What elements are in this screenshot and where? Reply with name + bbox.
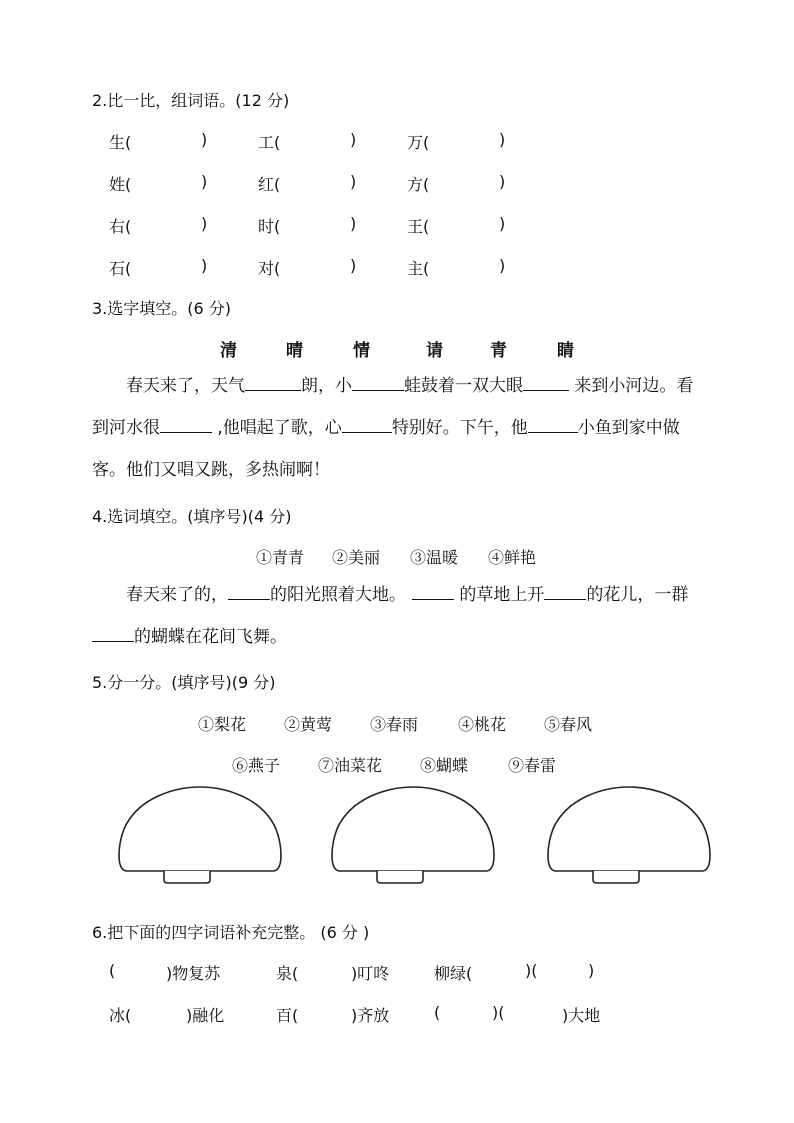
q2-char: 主 (407, 259, 424, 278)
open-paren: ( (274, 259, 281, 278)
q4-options (0, 545, 794, 569)
q2-row (0, 214, 600, 240)
q6-row-1: ( )物复苏 泉( )叮咚 柳绿( )( ) (109, 961, 595, 983)
q2-word-cell[interactable] (109, 214, 219, 237)
q3-char: 情 (353, 341, 370, 361)
mushroom-basket-2[interactable] (329, 785, 497, 887)
open-paren: ( (274, 133, 281, 152)
fill-blank[interactable] (92, 623, 134, 642)
fill-blank[interactable] (228, 581, 270, 600)
q2-char: 对 (258, 259, 275, 278)
q2-word-cell[interactable] (258, 256, 368, 279)
open-paren: ( (423, 259, 430, 278)
fill-blank[interactable] (523, 372, 569, 391)
q3-char: 请 (426, 341, 443, 361)
q2-word-cell[interactable] (407, 256, 517, 279)
q2-char: 姓 (109, 175, 126, 194)
open-paren: ( (423, 175, 430, 194)
q3-title: 3.选字填空。(6 分) (92, 299, 232, 318)
fill-blank[interactable] (160, 414, 212, 433)
close-paren: ) (201, 256, 208, 275)
q2-word-cell[interactable] (407, 130, 517, 153)
q3-char: 青 (490, 341, 507, 361)
close-paren: ) (201, 130, 208, 149)
fill-blank[interactable] (528, 414, 578, 433)
fill-blank[interactable] (412, 581, 454, 600)
q3-char: 睛 (557, 341, 574, 361)
close-paren: ) (499, 214, 506, 233)
close-paren: ) (350, 256, 357, 275)
q2-char: 工 (258, 133, 275, 152)
q5-option: ⑦油菜花 (318, 756, 383, 775)
q2-word-cell[interactable] (258, 130, 368, 153)
q6-title: 6.把下面的四字词语补充完整。 (6 分 ) (92, 923, 370, 942)
close-paren: ) (350, 130, 357, 149)
close-paren: ) (350, 172, 357, 191)
q5-option: ③春雨 (370, 715, 419, 734)
q3-char: 清 (220, 341, 237, 361)
q5-option: ⑤春风 (544, 715, 593, 734)
q3-char-choices (0, 336, 794, 360)
q2-char: 王 (407, 217, 424, 236)
mushroom-basket-3[interactable] (545, 785, 713, 887)
q4-title: 4.选词填空。(填序号)(4 分) (92, 507, 292, 526)
open-paren: ( (423, 217, 430, 236)
close-paren: ) (499, 172, 506, 191)
open-paren: ( (274, 175, 281, 194)
open-paren: ( (274, 217, 281, 236)
q4-option: ①青青 (256, 548, 305, 567)
q5-option: ①梨花 (198, 715, 247, 734)
q3-char: 晴 (286, 341, 303, 361)
open-paren: ( (125, 133, 132, 152)
q2-char: 石 (109, 259, 126, 278)
q2-word-cell[interactable] (407, 172, 517, 195)
q2-char: 右 (109, 217, 126, 236)
q4-option: ④鲜艳 (488, 548, 537, 567)
close-paren: ) (201, 214, 208, 233)
q2-char: 生 (109, 133, 126, 152)
q6-row-2: 冰( )融化 百( )齐放 ( )( )大地 (109, 1003, 601, 1025)
fill-blank[interactable] (342, 414, 392, 433)
fill-blank[interactable] (544, 581, 586, 600)
close-paren: ) (499, 130, 506, 149)
q2-row (0, 130, 600, 156)
q5-option: ④桃花 (458, 715, 507, 734)
q2-char: 时 (258, 217, 275, 236)
q5-options-row1 (0, 712, 794, 736)
q2-word-cell[interactable] (258, 214, 368, 237)
open-paren: ( (125, 259, 132, 278)
q2-word-cell[interactable] (258, 172, 368, 195)
q5-option: ⑧蝴蝶 (420, 756, 469, 775)
q2-word-cell[interactable] (407, 214, 517, 237)
close-paren: ) (350, 214, 357, 233)
fill-blank[interactable] (245, 372, 301, 391)
open-paren: ( (125, 217, 132, 236)
q2-word-cell[interactable] (109, 130, 219, 153)
close-paren: ) (499, 256, 506, 275)
q3-passage: 春天来了，天气 朗，小 蛙鼓着一双大眼 来到小河边。看 到河水很 ,他唱起了歌，心 特别好。下午，他 小鱼到家中做 客。他们又唱又跳，多热闹啊！ (92, 365, 712, 491)
fill-blank[interactable] (352, 372, 404, 391)
q4-passage: 春天来了的， 的阳光照着大地。 的草地上开 的花儿，一群 的蝴蝶在花间飞舞。 (92, 574, 712, 658)
q5-option: ⑨春雷 (508, 756, 557, 775)
close-paren: ) (201, 172, 208, 191)
mushroom-basket-1[interactable] (116, 785, 284, 887)
q2-word-cell[interactable] (109, 256, 219, 279)
q2-char: 红 (258, 175, 275, 194)
q2-word-cell[interactable] (109, 172, 219, 195)
q5-title: 5.分一分。(填序号)(9 分) (92, 673, 276, 692)
q2-row (0, 172, 600, 198)
q4-option: ②美丽 (332, 548, 381, 567)
q5-option: ⑥燕子 (232, 756, 281, 775)
q5-options-row2 (0, 753, 794, 777)
q2-row (0, 256, 600, 282)
open-paren: ( (423, 133, 430, 152)
open-paren: ( (125, 175, 132, 194)
q2-title: 2.比一比，组词语。(12 分) (92, 91, 290, 110)
q2-char: 方 (407, 175, 424, 194)
q5-option: ②黄莺 (284, 715, 333, 734)
q2-char: 万 (407, 133, 424, 152)
q4-option: ③温暖 (410, 548, 459, 567)
